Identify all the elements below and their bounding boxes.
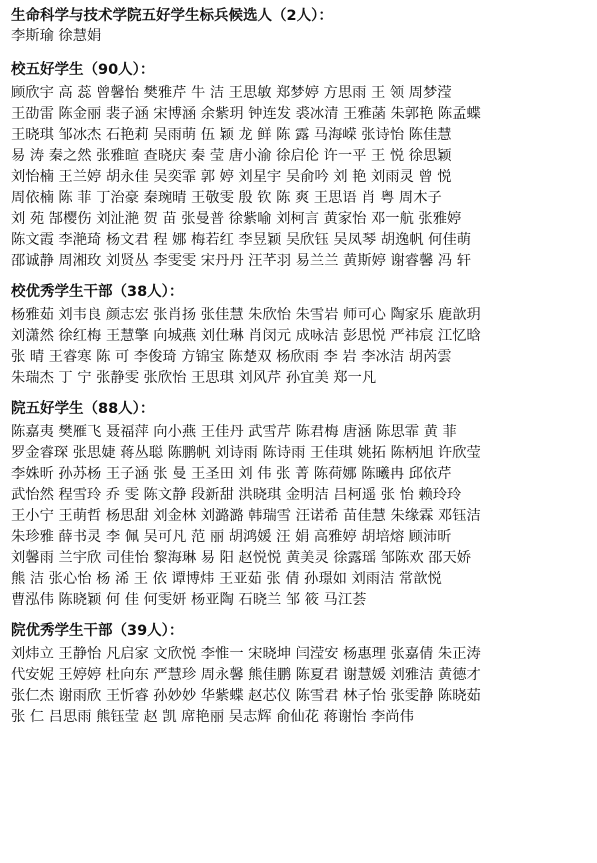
name-row: 朱珍雅 薛书灵 李 佩 吴可凡 范 丽 胡鸿媛 汪 娟 高雅婷 胡培熔 顾沛昕	[11, 529, 452, 545]
section-college-good-students	[11, 399, 587, 611]
name-row: 易 涛 秦之然 张雅暄 查晓庆 秦 莹 唐小渝 徐启伦 许一平 王 悦 徐思颖	[11, 148, 452, 164]
name-row: 陈文霞 李滟琦 杨文君 程 娜 梅若红 李昱颖 吴欣钰 吴凤琴 胡逸帆 何佳萌	[11, 232, 472, 248]
name-row: 李斯瑜 徐慧娟	[11, 28, 102, 44]
name-row: 刘馨雨 兰宇欣 司佳怡 黎海琳 易 阳 赵悦悦 黄美灵 徐露瑶 邹陈欢 邵天娇	[11, 550, 472, 566]
name-row: 张仁杰 谢雨欣 王忻睿 孙妙妙 华紫蝶 赵芯仪 陈雪君 林子怡 张雯静 陈晓茹	[11, 688, 481, 704]
name-row: 邵诚静 周湘玫 刘贤丛 李雯雯 宋丹丹 汪芊羽 易兰兰 黄斯婷 谢睿馨 冯 轩	[11, 253, 472, 269]
section-heading: 校优秀学生干部（38人）：	[11, 284, 184, 300]
name-row: 刘潇然 徐红梅 王慧擎 向城燕 刘仕琳 肖闵元 成咏洁 彭思悦 严祎宸 江忆晗	[11, 328, 481, 344]
section-college-student-leaders	[11, 621, 587, 728]
name-row: 刘怡楠 王兰婷 胡永佳 吴奕霏 郭 婷 刘星宇 吴俞吟 刘 艳 刘雨灵 曾 悦	[11, 169, 452, 185]
name-row: 张 晴 王睿寒 陈 可 李俊琦 方锦宝 陈楚双 杨欣雨 李 岩 李冰洁 胡芮雲	[11, 349, 452, 365]
name-row: 罗金睿琛 张思婕 蒋丛聪 陈鹏帆 刘诗雨 陈诗雨 王佳琪 姚拓 陈柄旭 许欣莹	[11, 445, 481, 461]
name-row: 曹泓伟 陈晓颖 何 佳 何雯妍 杨亚陶 石晓兰 邹 筱 马江荟	[11, 592, 367, 608]
name-row: 刘炜立 王静怡 凡启家 文欣悦 李惟一 宋晓坤 闫滢安 杨惠理 张嘉倩 朱正涛	[11, 646, 481, 662]
section-heading: 院优秀学生干部（39人）：	[11, 623, 184, 639]
section-heading: 生命科学与技术学院五好学生标兵候选人（2人）：	[11, 8, 333, 24]
name-row: 朱瑞杰 丁 宁 张静雯 张欣怡 王思琪 刘风芹 孙宜美 郑一凡	[11, 370, 377, 386]
section-school-good-students	[11, 60, 587, 272]
name-row: 刘 苑 郜樱伤 刘沚滟 贺 苗 张曼普 徐紫喻 刘柯言 黄家怡 邓一航 张雅婷	[11, 211, 462, 227]
name-row: 王小宁 王萌哲 杨思甜 刘金林 刘潞潞 韩瑞雪 汪诺希 苗佳慧 朱缘霖 邓钰洁	[11, 508, 481, 524]
section-school-student-leaders	[11, 282, 587, 389]
name-row: 张 仁 吕思雨 熊钰莹 赵 凯 席艳丽 吴志辉 俞仙花 蒋谢怡 李尚伟	[11, 709, 414, 725]
name-row: 周依楠 陈 菲 丁治豪 秦琬晴 王敬雯 殷 钦 陈 爽 王思语 肖 粤 周木子	[11, 190, 442, 206]
name-row: 顾欣宇 高 蕊 曾馨怡 樊雅芹 牛 洁 王思敏 郑梦婷 方思雨 王 领 周梦滢	[11, 85, 452, 101]
section-heading: 校五好学生（90人）：	[11, 62, 155, 78]
name-row: 熊 洁 张心怡 杨 浠 王 依 谭博炜 王亚茹 张 倩 孙璟如 刘雨洁 常歆悦	[11, 571, 442, 587]
section-honor-candidates	[11, 6, 587, 47]
name-row: 杨雅茹 刘韦良 颜志宏 张肖扬 张佳慧 朱欣怡 朱雪岩 师可心 陶家乐 鹿歆玥	[11, 307, 481, 323]
name-row: 李姝昕 孙苏杨 王子涵 张 曼 王圣田 刘 伟 张 菁 陈荷娜 陈曦冉 邱依芹	[11, 466, 452, 482]
name-row: 王晓琪 邹冰杰 石艳莉 吴雨萌 伍 颖 龙 鲜 陈 露 马海嵘 张诗怡 陈佳慧	[11, 127, 452, 143]
name-row: 陈嘉夷 樊雁飞 聂福萍 向小燕 王佳丹 武雪芹 陈君梅 唐涵 陈思霏 黄 菲	[11, 424, 457, 440]
section-heading: 院五好学生（88人）：	[11, 401, 155, 417]
name-row: 王劭雷 陈金丽 裴子涵 宋博涵 余紫玥 钟连发 裘冰清 王雅菡 朱郭艳 陈孟蝶	[11, 106, 481, 122]
name-row: 武怡然 程雪玲 乔 雯 陈文静 段新甜 洪晓琪 金明洁 吕柯遥 张 怡 赖玲玲	[11, 487, 462, 503]
name-row: 代安妮 王婷婷 杜向东 严慧珍 周永馨 熊佳鹏 陈夏君 谢慧媛 刘雅洁 黄德才	[11, 667, 481, 683]
